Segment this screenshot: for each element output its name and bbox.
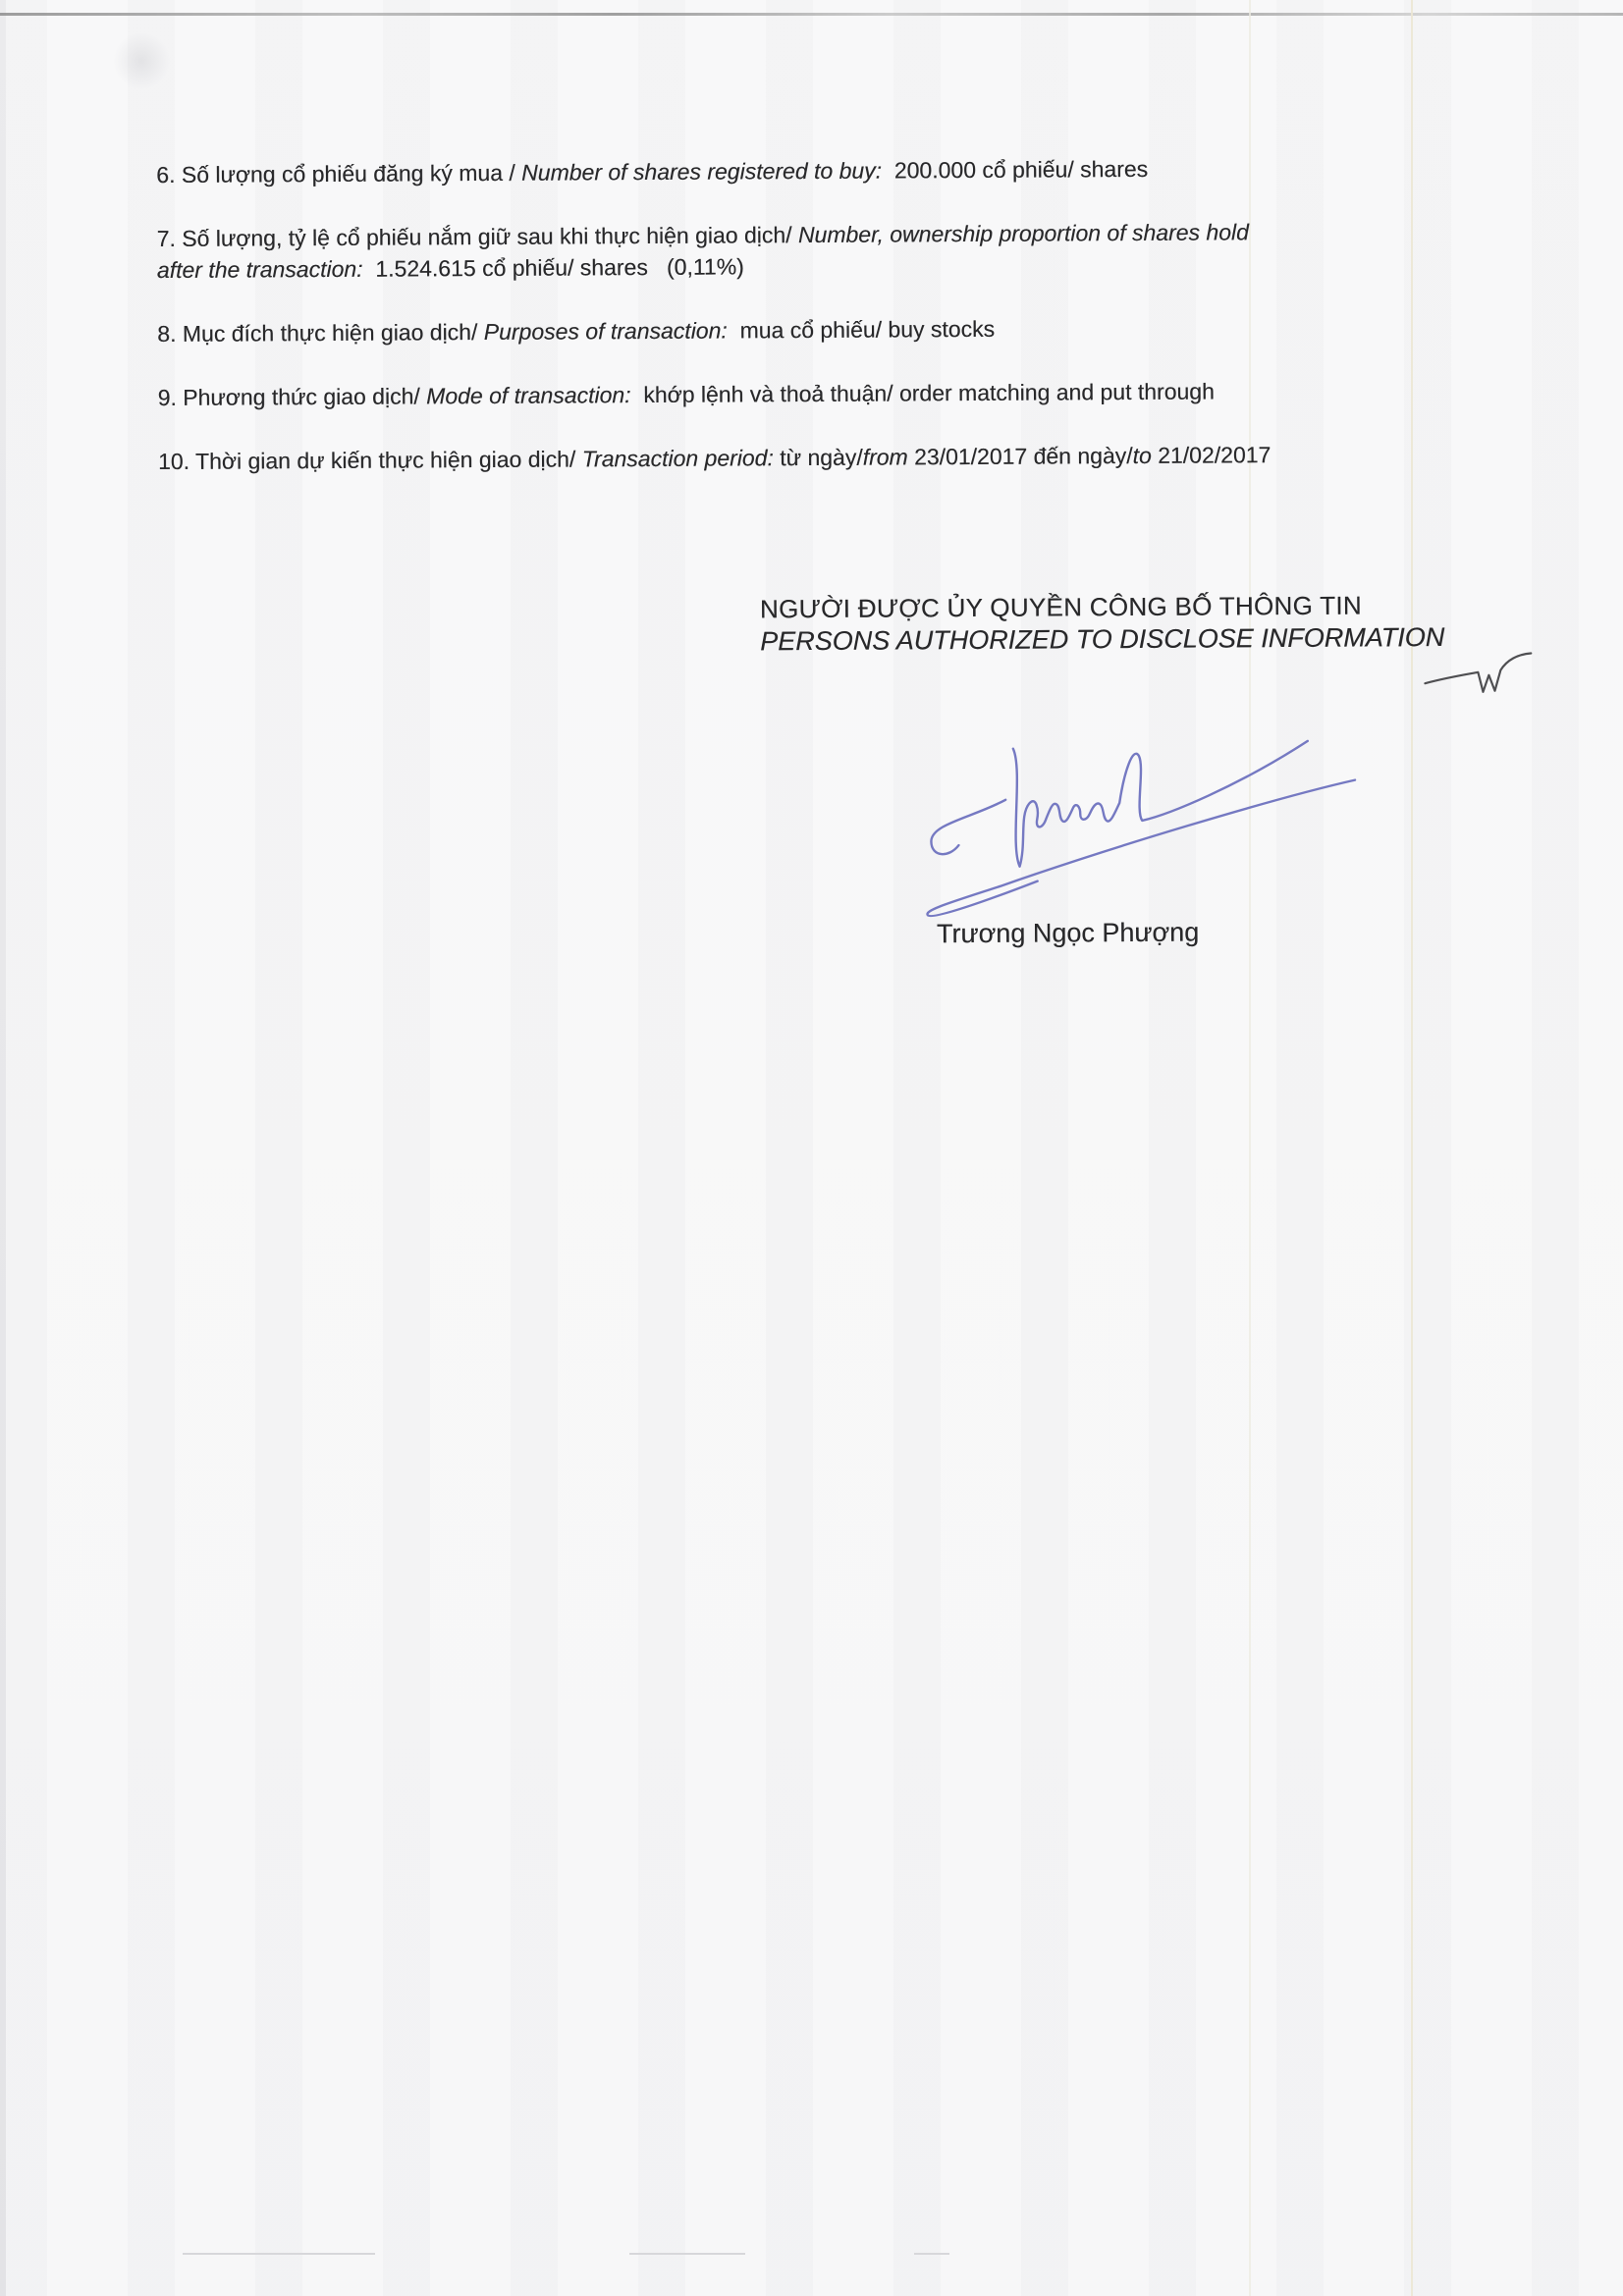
signature-block-heading	[760, 589, 1444, 658]
authorized-person-title-en: PERSONS AUTHORIZED TO DISCLOSE INFORMATION	[760, 622, 1445, 657]
list-item: 8. Mục đích thực hiện giao dịch/ Purposes of transaction: mua cổ phiếu/ buy stocks	[157, 315, 996, 347]
signer-name: Trương Ngọc Phượng	[936, 917, 1200, 949]
list-item: 9. Phương thức giao dịch/ Mode of transaction: khớp lệnh và thoả thuận/ order matching and put through	[157, 378, 1215, 411]
handwritten-signature	[911, 718, 1374, 927]
authorized-person-title-vi: NGƯỜI ĐƯỢC ỦY QUYỀN CÔNG BỐ THÔNG TIN	[759, 590, 1362, 624]
list-item: 10. Thời gian dự kiến thực hiện giao dịch/ Transaction period: từ ngày/from 23/01/2017 đến ngày/to 21/02/2017	[157, 442, 1271, 475]
handwritten-initial-mark	[1423, 652, 1533, 707]
scan-artifact-dash	[914, 2253, 949, 2255]
scan-artifact-dash	[183, 2253, 375, 2255]
list-item: 6. Số lượng cổ phiếu đăng ký mua / Number of shares registered to buy: 200.000 cổ phiếu/ shares	[156, 155, 1149, 188]
list-item: 7. Số lượng, tỷ lệ cổ phiếu nắm giữ sau khi thực hiện giao dịch/ Number, ownership proportion of shares hold after the transaction: 1.524.615 cổ phiếu/ shares (0,11%)	[156, 219, 1249, 284]
scan-artifact-dash	[629, 2253, 745, 2255]
numbered-items-list	[156, 150, 1544, 509]
